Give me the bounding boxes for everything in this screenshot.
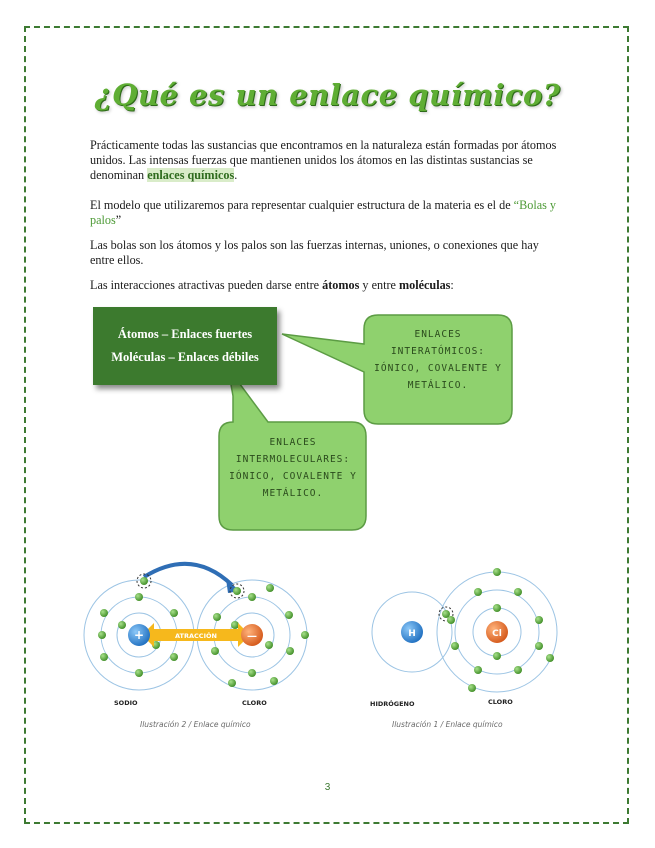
page-number: 3 — [324, 782, 331, 793]
quote-close: ” — [115, 213, 122, 227]
atoms-molecules-box — [93, 307, 277, 385]
caption-ilustracion-2: Ilustración 2 / Enlace químico — [140, 720, 251, 729]
callout-interatomic-text — [366, 326, 510, 394]
page-title: ¿Qué es un enlace químico? — [94, 78, 561, 112]
callout-interatomic-line: INTERATÓMICOS: — [390, 346, 486, 357]
label-cloro-cov: CLORO — [488, 698, 513, 706]
label-sodio: SODIO — [114, 699, 138, 707]
callout-intermolecular-line: INTERMOLECULARES: — [235, 454, 351, 465]
callout-intermolecular-line: ENLACES — [269, 437, 317, 448]
highlight-enlaces-quimicos: enlaces químicos — [147, 168, 235, 182]
callout-interatomic-line: ENLACES — [414, 329, 462, 340]
quote-bolas-y-palos: Bolas y palos — [90, 198, 556, 227]
plus-symbol: + — [133, 628, 145, 642]
box-line-atoms: Átomos – Enlaces fuertes — [117, 327, 253, 341]
label-hidrogeno: HIDRÓGENO — [370, 700, 415, 708]
callout-interatomic-line: METÁLICO. — [407, 380, 469, 391]
paragraph-interactions-end: : — [450, 278, 454, 292]
chlorine-symbol: Cl — [492, 629, 502, 639]
callout-intermolecular-line: METÁLICO. — [262, 488, 324, 499]
paragraph-interactions-mid: y entre — [359, 278, 399, 292]
ionic-bond-illustration — [82, 555, 322, 715]
attraction-label: ATRACCIÓN — [175, 632, 217, 640]
paragraph-model-text: El modelo que utilizaremos para representar cualquier estructura de la materia es el de — [90, 198, 514, 212]
caption-ilustracion-1: Ilustración 1 / Enlace químico — [392, 720, 503, 729]
bold-atomos: átomos — [322, 278, 360, 292]
electron-transfer-arrow — [144, 564, 232, 585]
minus-symbol: — — [247, 631, 257, 642]
label-cloro: CLORO — [242, 699, 267, 707]
box-line-molecules: Moléculas – Enlaces débiles — [111, 350, 259, 364]
paragraph-bolas: Las bolas son los átomos y los palos son las fuerzas internas, uniones, o conexiones que hay entre ellos. — [90, 238, 539, 267]
paragraph-intro-end: . — [234, 168, 238, 182]
paragraph-interactions-text: Las interacciones atractivas pueden darse entre — [90, 278, 323, 292]
quote-open: “ — [513, 198, 520, 212]
bold-moleculas: moléculas — [398, 278, 451, 292]
covalent-bond-illustration — [360, 560, 570, 715]
callout-interatomic-line: IÓNICO, COVALENTE Y — [374, 363, 502, 374]
callout-intermolecular-text — [221, 434, 365, 502]
paragraph-intro-text: Prácticamente todas las sustancias que encontramos en la naturaleza están formadas por átomos unidos. Las intensas fuerzas que mantienen unidos los átomos en las distintas sustancias se denominan — [90, 138, 557, 182]
hydrogen-symbol: H — [408, 629, 416, 639]
callout-intermolecular-line: IÓNICO, COVALENTE Y — [229, 471, 357, 482]
